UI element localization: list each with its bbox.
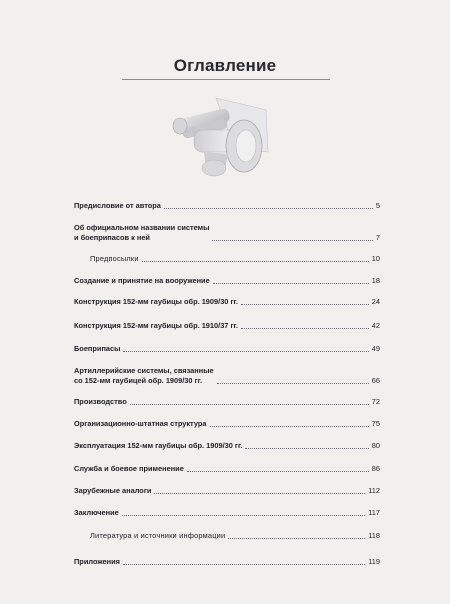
toc-entry-page-number: 18 xyxy=(371,276,380,285)
toc-entry-label: Конструкция 152-мм гаубицы обр. 1909/30 гг. xyxy=(74,297,238,306)
toc-entry[interactable] xyxy=(74,254,380,264)
toc-entry-label: Служба и боевое применение xyxy=(74,464,184,473)
toc-entry[interactable] xyxy=(74,201,380,211)
toc-entry-label: Предпосылки xyxy=(90,254,139,263)
toc-entry-label: Литература и источники информации xyxy=(90,531,226,540)
toc-entry-page-number: 5 xyxy=(375,201,380,210)
toc-entry-label: Предисловие от автора xyxy=(74,201,161,210)
toc-entry-label: Заключение xyxy=(74,508,119,517)
dot-leader xyxy=(123,564,365,565)
dot-leader xyxy=(217,383,369,384)
toc-entry-page-number: 117 xyxy=(368,508,380,517)
dot-leader xyxy=(241,304,369,305)
toc-entry-label: Зарубежные аналоги xyxy=(74,486,152,495)
dot-leader xyxy=(122,515,365,516)
dot-leader xyxy=(245,448,368,449)
toc-entry-page-number: 24 xyxy=(371,297,380,306)
dot-leader xyxy=(142,261,369,262)
toc-entry-page-number: 86 xyxy=(371,464,380,473)
toc-entry[interactable] xyxy=(74,508,380,518)
dot-leader xyxy=(241,328,369,329)
dot-leader xyxy=(130,404,369,405)
toc-entry-label: Производство xyxy=(74,397,127,406)
toc-entry-page-number: 66 xyxy=(371,376,380,385)
toc-entry[interactable] xyxy=(74,397,380,407)
toc-entry-page-number: 72 xyxy=(371,397,380,406)
toc-entry[interactable] xyxy=(74,366,380,386)
toc-entry-page-number: 119 xyxy=(368,557,380,566)
dot-leader xyxy=(213,283,369,284)
toc-entry[interactable] xyxy=(74,276,380,286)
dot-leader xyxy=(212,240,372,241)
toc-entry-page-number: 7 xyxy=(375,233,380,242)
toc-entry-label: Артиллерийские системы, связанные со 152-мм гаубицей обр. 1909/30 гг. xyxy=(74,366,214,385)
toc-entry[interactable] xyxy=(74,486,380,496)
toc-entry[interactable] xyxy=(74,464,380,474)
toc-entry-label: Эксплуатация 152-мм гаубицы обр. 1909/30 гг. xyxy=(74,441,243,450)
toc-entry-label: Конструкция 152-мм гаубицы обр. 1910/37 гг. xyxy=(74,321,238,330)
toc-entry-page-number: 75 xyxy=(371,419,380,428)
toc-entry-page-number: 80 xyxy=(371,441,380,450)
toc-entry-page-number: 118 xyxy=(368,531,380,540)
toc-entry[interactable] xyxy=(74,531,380,541)
toc-entry-page-number: 112 xyxy=(368,486,380,495)
toc-entry[interactable] xyxy=(74,441,380,451)
dot-leader xyxy=(154,493,365,494)
howitzer-image xyxy=(168,96,280,178)
toc-entry[interactable] xyxy=(74,321,380,331)
dot-leader xyxy=(187,471,369,472)
toc-entry-page-number: 49 xyxy=(371,344,380,353)
toc-entry[interactable] xyxy=(74,297,380,307)
title-divider xyxy=(122,79,330,80)
toc-entry-page-number: 42 xyxy=(371,321,380,330)
toc-entry-label: Организационно-штатная структура xyxy=(74,419,207,428)
toc-entry[interactable] xyxy=(74,419,380,429)
toc-entry-label: Об официальном названии системы и боеприпасов к ней xyxy=(74,223,210,242)
toc-entry-label: Приложения xyxy=(74,557,120,566)
dot-leader xyxy=(228,538,365,539)
dot-leader xyxy=(164,208,373,209)
toc-entry[interactable] xyxy=(74,344,380,354)
toc-entry-label: Создание и принятие на вооружение xyxy=(74,276,210,285)
page-title: Оглавление xyxy=(173,56,277,75)
toc-entry[interactable] xyxy=(74,223,380,243)
toc-entry[interactable] xyxy=(74,557,380,567)
dot-leader xyxy=(123,351,368,352)
toc-entry-label: Боеприпасы xyxy=(74,344,121,353)
dot-leader xyxy=(210,426,369,427)
toc-entry-page-number: 10 xyxy=(371,254,380,263)
